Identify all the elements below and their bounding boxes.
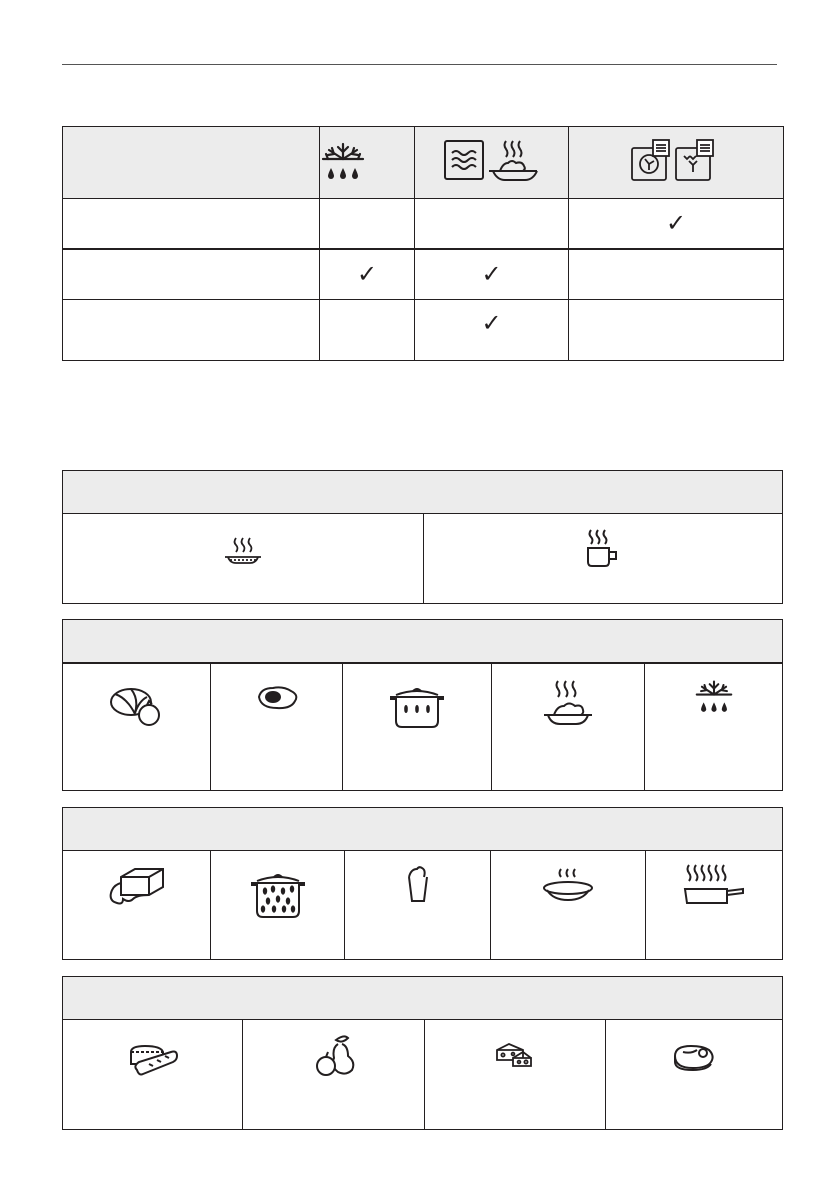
icon-cell [63, 514, 423, 603]
check-mark: ✓ [481, 308, 502, 337]
icon-cell [605, 1020, 782, 1129]
check-mark: ✓ [356, 260, 378, 288]
frying-pan-icon [683, 863, 745, 907]
row-label-cell [63, 199, 320, 250]
section-header [63, 808, 782, 851]
icon-cell [63, 851, 210, 959]
section-header [63, 471, 782, 514]
cup-icon [583, 528, 623, 568]
header-fan-cell [569, 127, 784, 199]
check-mark: ✓ [665, 209, 687, 237]
icon-cell [644, 664, 782, 790]
boiling-pot-icon [247, 871, 309, 919]
header-blank-cell [63, 127, 320, 199]
icon-cell [210, 851, 344, 959]
icon-cell [645, 851, 782, 959]
check-cell [415, 300, 569, 361]
hot-dish-icon [542, 679, 594, 727]
check-cell [320, 300, 415, 361]
check-cell [320, 199, 415, 250]
icon-cell [423, 514, 782, 603]
header-microwave-cell [415, 127, 569, 199]
fruit-icon [312, 1034, 356, 1078]
function-table [62, 126, 784, 361]
vegetables-icon [107, 685, 167, 727]
section-header [63, 620, 782, 664]
icon-cell [424, 1020, 605, 1129]
pie-dish-icon [223, 536, 263, 566]
cheese-icon [495, 1040, 535, 1070]
check-cell [569, 300, 784, 361]
header-defrost-cell [320, 127, 415, 199]
food-category-section-3 [62, 807, 783, 960]
bread-icon [127, 1044, 179, 1076]
food-category-section-1 [62, 470, 783, 604]
butter-icon [107, 865, 167, 909]
icon-cell [63, 664, 210, 790]
pot-icon [386, 685, 448, 729]
icon-cell [210, 664, 342, 790]
check-cell [569, 199, 784, 250]
row-label-cell [63, 300, 320, 361]
row-label-cell [63, 249, 320, 300]
icon-cell [63, 1020, 242, 1129]
table-header-row [63, 127, 784, 199]
frost-icon [694, 679, 734, 717]
table-row [63, 249, 784, 300]
table-row [63, 300, 784, 361]
icon-cell [491, 664, 644, 790]
icon-cell [490, 851, 645, 959]
meat-icon [671, 1042, 717, 1074]
check-mark: ✓ [481, 260, 502, 288]
drink-icon [406, 865, 430, 905]
icon-cell [342, 664, 491, 790]
fan-cooking-icons [630, 138, 722, 182]
icon-cell [344, 851, 490, 959]
defrost-icon [320, 141, 414, 185]
check-cell [320, 249, 415, 300]
food-category-section-4 [62, 976, 783, 1130]
icon-cell [242, 1020, 424, 1129]
microwave-and-hot-dish-icon [443, 137, 541, 183]
section-header [63, 977, 782, 1020]
check-cell [569, 249, 784, 300]
check-cell [415, 199, 569, 250]
food-category-section-2 [62, 619, 783, 791]
soup-plate-icon [541, 867, 595, 903]
egg-icon [255, 685, 299, 711]
check-cell [415, 249, 569, 300]
top-rule [62, 64, 777, 65]
table-row [63, 199, 784, 250]
